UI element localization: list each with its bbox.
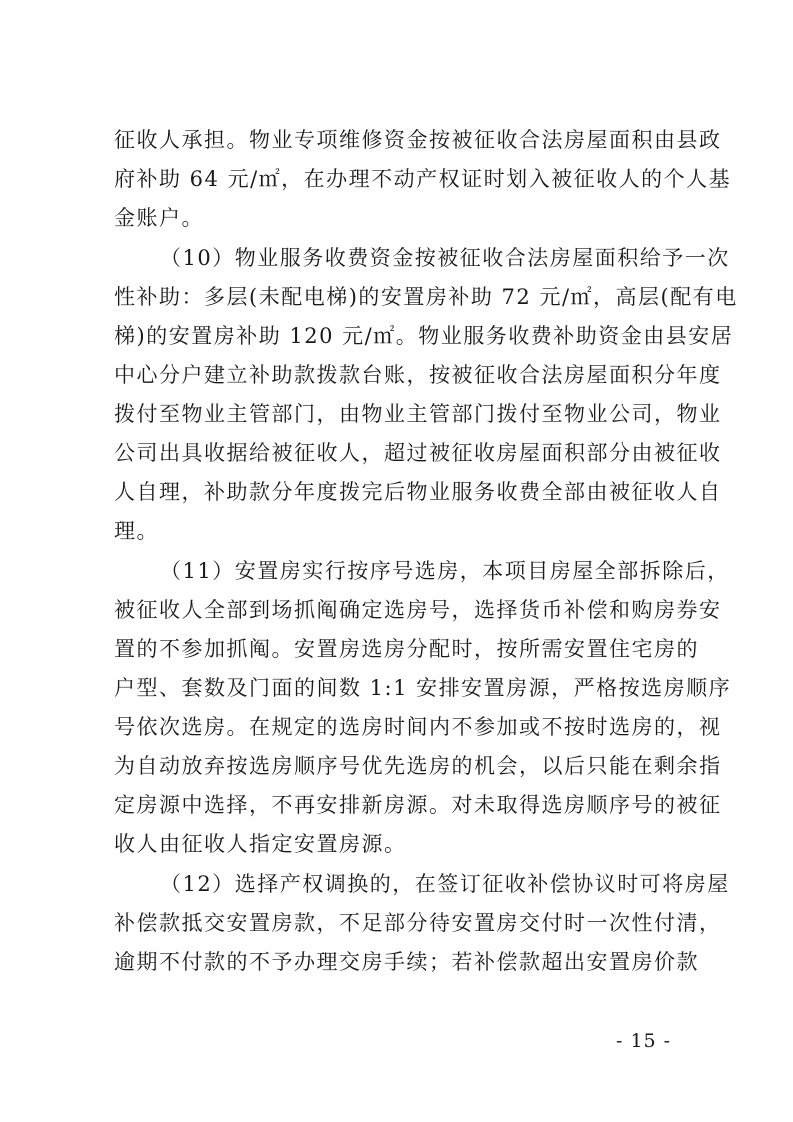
text-line: 置的不参加抓阄。安置房选房分配时，按所需安置住宅房的 [114,637,699,661]
text-line: 逾期不付款的不予办理交房手续；若补偿款超出安置房价款 [114,950,699,974]
text-line: 征收人承担。物业专项维修资金按被征收合法房屋面积由县政 [114,128,722,152]
text-line: 号依次选房。在规定的选房时间内不参加或不按时选房的，视 [114,715,722,739]
text-line: 被征收人全部到场抓阄确定选房号，选择货币补偿和购房券安 [114,598,722,622]
text-line: 补偿款抵交安置房款，不足部分待安置房交付时一次性付清， [114,911,722,935]
paragraph-11-start: （11）安置房实行按序号选房，本项目房屋全部拆除后， [160,559,730,583]
text-line: 定房源中选择，不再安排新房源。对未取得选房顺序号的被征 [114,793,722,817]
page-number: - 15 - [616,1030,672,1052]
text-line: 性补助：多层(未配电梯)的安置房补助 72 元/㎡，高层(配有电 [114,285,738,309]
text-line: 理。 [114,519,159,543]
text-line: 公司出具收据给被征收人，超过被征收房屋面积部分由被征收 [114,441,722,465]
paragraph-10-start: （10）物业服务收费资金按被征收合法房屋面积给予一次 [160,246,730,270]
text-line: 中心分户建立补助款拨款台账，按被征收合法房屋面积分年度 [114,363,722,387]
text-line: 金账户。 [114,206,204,230]
text-line: 梯)的安置房补助 120 元/㎡。物业服务收费补助资金由县安居 [114,324,734,348]
text-line: 人自理，补助款分年度拨完后物业服务收费全部由被征收人自 [114,480,722,504]
text-line: 拨付至物业主管部门，由物业主管部门拨付至物业公司，物业 [114,402,722,426]
text-line: 收人由征收人指定安置房源。 [114,832,407,856]
paragraph-12-start: （12）选择产权调换的，在签订征收补偿协议时可将房屋 [160,872,730,896]
text-line: 户型、套数及门面的间数 1:1 安排安置房源，严格按选房顺序 [114,676,732,700]
text-line: 府补助 64 元/㎡，在办理不动产权证时划入被征收人的个人基 [114,167,732,191]
text-line: 为自动放弃按选房顺序号优先选房的机会，以后只能在剩余指 [114,754,722,778]
